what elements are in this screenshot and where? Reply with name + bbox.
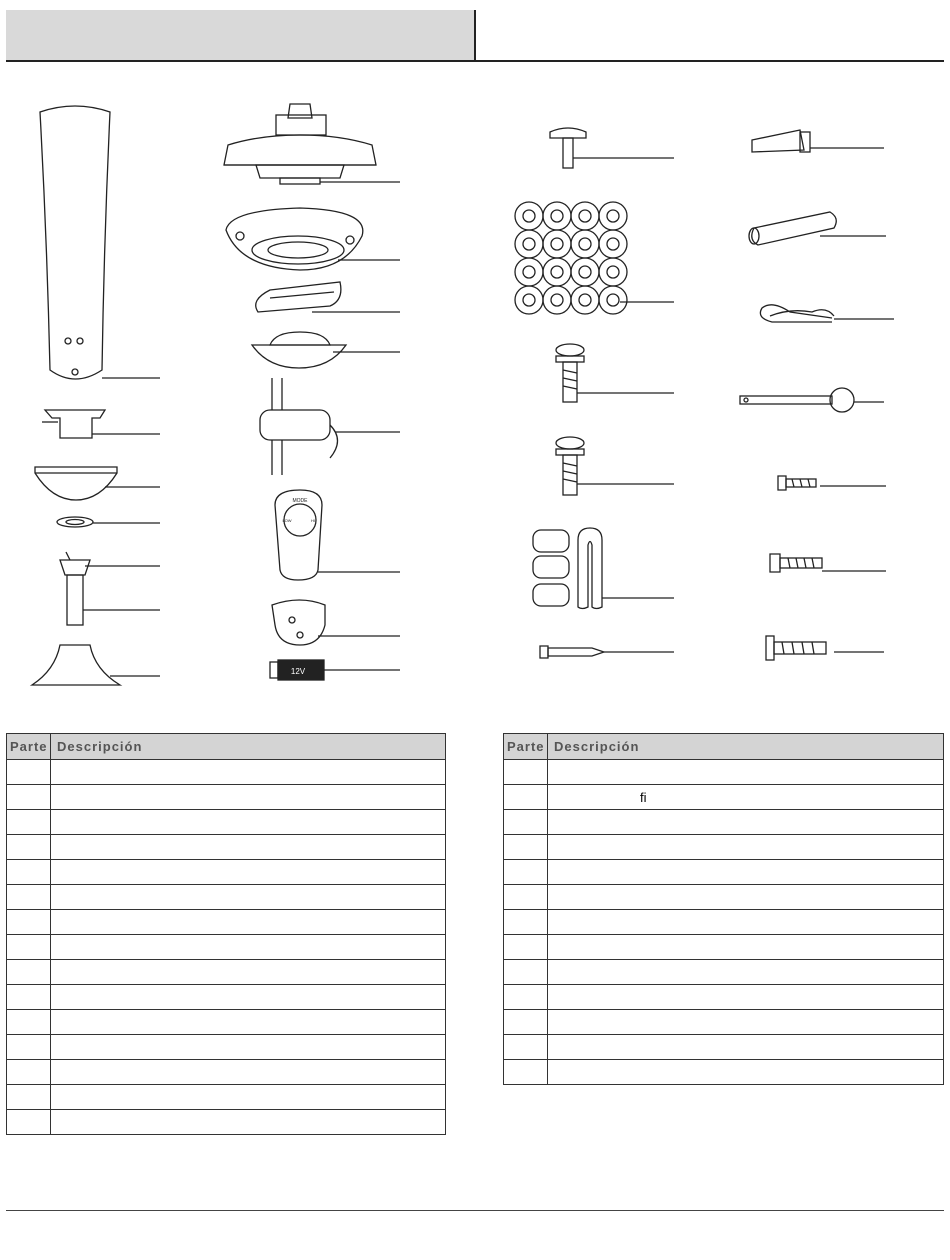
table-row [7,985,446,1010]
fan-blade-icon [40,106,160,379]
description-cell [548,1035,944,1060]
table-row [504,810,944,835]
bolt-icon [556,437,674,495]
part-cell [7,935,51,960]
description-cell: fi [548,785,944,810]
table-row [504,785,944,810]
table-header-row [7,734,446,760]
table-row [7,935,446,960]
description-cell [548,810,944,835]
description-cell [548,885,944,910]
description-cell [51,1060,446,1085]
remote-hi-label: HI [311,518,315,523]
part-cell [504,835,548,860]
table-row [504,760,944,785]
light-kit-icon [252,332,400,368]
wood-screw-icon [540,646,674,658]
canopy-icon [32,645,160,685]
parts-table-right [503,733,944,1085]
description-cell [51,985,446,1010]
table-row [7,785,446,810]
description-cell [51,1010,446,1035]
table-row [7,910,446,935]
description-cell [548,935,944,960]
machine-screw-icon [778,476,886,490]
battery-label: 12V [290,667,306,676]
table-row [7,835,446,860]
battery-icon [270,660,400,680]
switch-housing-icon [42,410,160,438]
remote-mode-label: MODE [292,498,308,504]
downrod-icon [60,552,160,625]
description-cell [51,885,446,910]
footer-rule [6,1210,944,1211]
description-cell [51,910,446,935]
column-header-part: Parte [504,734,548,760]
part-cell [7,860,51,885]
receiver-icon [260,378,400,475]
remote-low-label: LOW [282,518,292,523]
motor-housing-icon [224,104,400,184]
table-row [504,835,944,860]
table-row [504,885,944,910]
table-row [504,960,944,985]
description-cell [51,960,446,985]
table-row [504,935,944,960]
part-cell [504,760,548,785]
part-cell [504,910,548,935]
table-row [504,1060,944,1085]
table-row [7,1035,446,1060]
clevis-pin-icon [740,388,884,412]
part-cell [7,835,51,860]
part-cell [504,1035,548,1060]
table-row [504,860,944,885]
description-cell [51,1035,446,1060]
truss-screw-icon [550,128,674,168]
table-row [7,1110,446,1135]
column-header-part: Parte [7,734,51,760]
description-cell [548,985,944,1010]
mounting-plate-icon [226,208,400,270]
description-cell [51,935,446,960]
part-cell [504,785,548,810]
part-cell [7,1035,51,1060]
description-cell [548,860,944,885]
part-cell [504,860,548,885]
light-bowl-icon [35,467,160,500]
table-row [7,960,446,985]
table-row [7,860,446,885]
table-row [504,985,944,1010]
machine-screw-icon [770,554,886,572]
parts-table-left [6,733,446,1135]
table-row [7,1085,446,1110]
part-cell [7,910,51,935]
part-cell [7,960,51,985]
description-cell [51,860,446,885]
table-row [7,810,446,835]
column-header-description: Descripción [548,734,944,760]
part-cell [7,1110,51,1135]
part-cell [7,785,51,810]
column-header-description: Descripción [51,734,446,760]
part-cell [504,985,548,1010]
description-cell [51,810,446,835]
description-cell [51,1110,446,1135]
table-row [504,1035,944,1060]
table-header-row [504,734,944,760]
part-cell [7,760,51,785]
part-cell [7,1085,51,1110]
part-cell [504,885,548,910]
table-row [7,885,446,910]
table-row [7,1010,446,1035]
hex-bolt-icon [766,636,884,660]
description-cell [548,1060,944,1085]
bolt-icon [556,344,674,402]
table-row [7,760,446,785]
description-cell [548,960,944,985]
part-cell [7,885,51,910]
part-cell [504,810,548,835]
part-cell [7,1010,51,1035]
part-cell [504,960,548,985]
description-cell [51,835,446,860]
description-cell [548,1010,944,1035]
balancing-kit-icon [533,528,674,609]
part-cell [504,1010,548,1035]
part-cell [504,935,548,960]
description-cell [548,835,944,860]
wire-nut-icon [752,130,884,152]
description-cell [51,785,446,810]
part-cell [7,1060,51,1085]
remote-holder-icon [272,600,400,645]
description-cell [548,760,944,785]
ring-icon [57,517,160,527]
description-cell [51,760,446,785]
table-row [504,910,944,935]
part-cell [504,1060,548,1085]
part-cell [7,985,51,1010]
washer-grid-icon [515,202,674,314]
description-cell [548,910,944,935]
table-row [7,1060,446,1085]
part-cell [7,810,51,835]
table-row [504,1010,944,1035]
safety-clip-icon [760,305,894,322]
remote-control-icon [275,490,400,580]
switch-cover-icon [256,282,400,312]
pin-rod-icon [749,212,886,245]
description-cell [51,1085,446,1110]
